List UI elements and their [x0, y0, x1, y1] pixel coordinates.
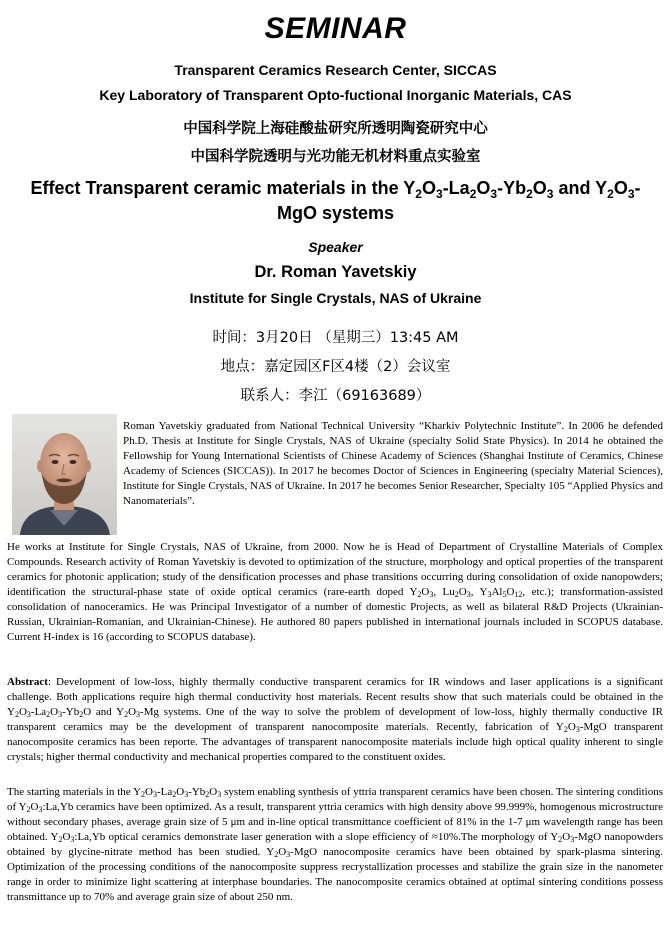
seminar-title: SEMINAR [264, 12, 407, 45]
bio-paragraph-1: Roman Yavetskiy graduated from National Technical University “Kharkiv Polytechnic Institute”. In 2006 he defended Ph.D. Thesis at Institute for Single Crystals, NAS of Ukraine (specialty Solid State Physics). In 2014 he obtained the Fellowship for Young International Scientists of Chinese Academy of Sciences (Shanghai Institute of Ceramics, Chinese Academy of Sciences (SICCAS)). In 2017 he becomes Doctor of Sciences in Engineering (specialty Material Sciences), Institute for Single Crystals, NAS of Ukraine. In 2017 he becomes Senior Researcher, Specialty 105 “Applied Physics and Nanomaterials”. [123, 420, 663, 507]
seminar-time: 时间：3月20日 （星期三）13:45 AM [212, 330, 459, 346]
abstract-paragraph-2: The starting materials in the $Y_2O_3-La_2O_3-Yb_2O_3$ system enabling synthesis of yttria transparent ceramics have been chosen. The sintering conditions of $Y_2O_3:La,Yb$ ceramics have been optimized. As a result, transparent yttria ceramics with high density above 99.999%, homogenous microstructure without secondary phases, average grain size of 5 μm and in-line optical transmittance coefficient of 81% in the 1-7 μm wavelength range has been obtained. $Y_2O_3:La,Yb$ optical ceramics demonstrate laser generation with a slope efficiency of ≈10%.The morphology of $Y_2O_3$-MgO nanopowders obtained by glycine-nitrate method has been studied. $Y_2O_3$-MgO nanocomposite ceramics have been obtained by spark-plasma sintering. Optimization of the processing conditions of the nanocomposite suppress recrystallization processes and stabilize the grain size in the nanometer range in order to minimize light scattering at interphase boundaries. The nanocomposite ceramics obtained at optimal sintering conditions possess transmittance up to 70% and average grain size of about 250 nm. [7, 786, 664, 903]
seminar-contact: 联系人：李江（69163689） [240, 388, 431, 404]
speaker-label: Speaker [308, 239, 363, 255]
abstract-label: Abstract [7, 676, 48, 688]
speaker-institute: Institute for Single Crystals, NAS of Ukraine [189, 290, 482, 306]
org-name-cn-1: 中国科学院上海硅酸盐研究所透明陶瓷研究中心 [183, 121, 488, 137]
bio-paragraph-2: He works at Institute for Single Crystals, NAS of Ukraine, from 2000. Now he is Head of Department of Crystalline Materials of Complex Compounds. Research activity of Roman Yavetskiy is devoted to optimization of the structure, morphology and optical properties of the transparent ceramics for photonic application; study of the densification processes and phase transitions occurring during consolidation of oxide nanopowders; identification the structural-phase state of oxide optical ceramics (rare-earth doped $Y_2O_3$, $Lu_2O_3$, $Y_3Al_5O_{12}$, etc.); transformation-assisted consolidation of nanoceramics. He was Principal Investigator of a number of domestic Projects, as well as bilateral R&D Projects (Ukrainian-Russian, Ukrainian-Romanian, and Ukrainian-Chinese). He authored 80 papers published in international journals included in SCOPUS database. Current H-index is 16 (according to SCOPUS database). [7, 541, 663, 643]
talk-title: Effect Transparent ceramic materials in the $Y_2O_3-La_2O_3-Yb_2O_3$ and $Y_2O_3$-MgO systems [30, 178, 641, 223]
org-name-en-2: Key Laboratory of Transparent Opto-fuctional Inorganic Materials, CAS [99, 87, 572, 103]
org-name-en-1: Transparent Ceramics Research Center, SICCAS [174, 62, 497, 78]
speaker-name: Dr. Roman Yavetskiy [254, 263, 417, 281]
abstract-paragraph-1: Abstract: Development of low-loss, highly thermally conductive transparent ceramics for IR windows and laser applications is a significant challenge. Both applications require high thermal conductivity host materials. Recent results show that such materials could be obtained in the $Y_2O_3-La_2O_3-Yb_2O$ and $Y_2O_3-Mg$ systems. One of the way to solve the problem of development of low-loss, highly thermally conductive IR transparent ceramics may be the development of transparent nanocomposite materials. Recently, fabrication of $Y_2O_3$-MgO transparent nanocomposite ceramics has been reporte. The advantages of transparent nanocomposite materials include high optical quality inherent to single crystals; higher thermal conductivity and mechanical properties compared to the constituent oxides. [7, 676, 663, 763]
org-name-cn-2: 中国科学院透明与光功能无机材料重点实验室 [190, 149, 481, 165]
seminar-place: 地点：嘉定园区F区4楼（2）会议室 [220, 359, 451, 375]
speaker-photo [12, 414, 117, 535]
